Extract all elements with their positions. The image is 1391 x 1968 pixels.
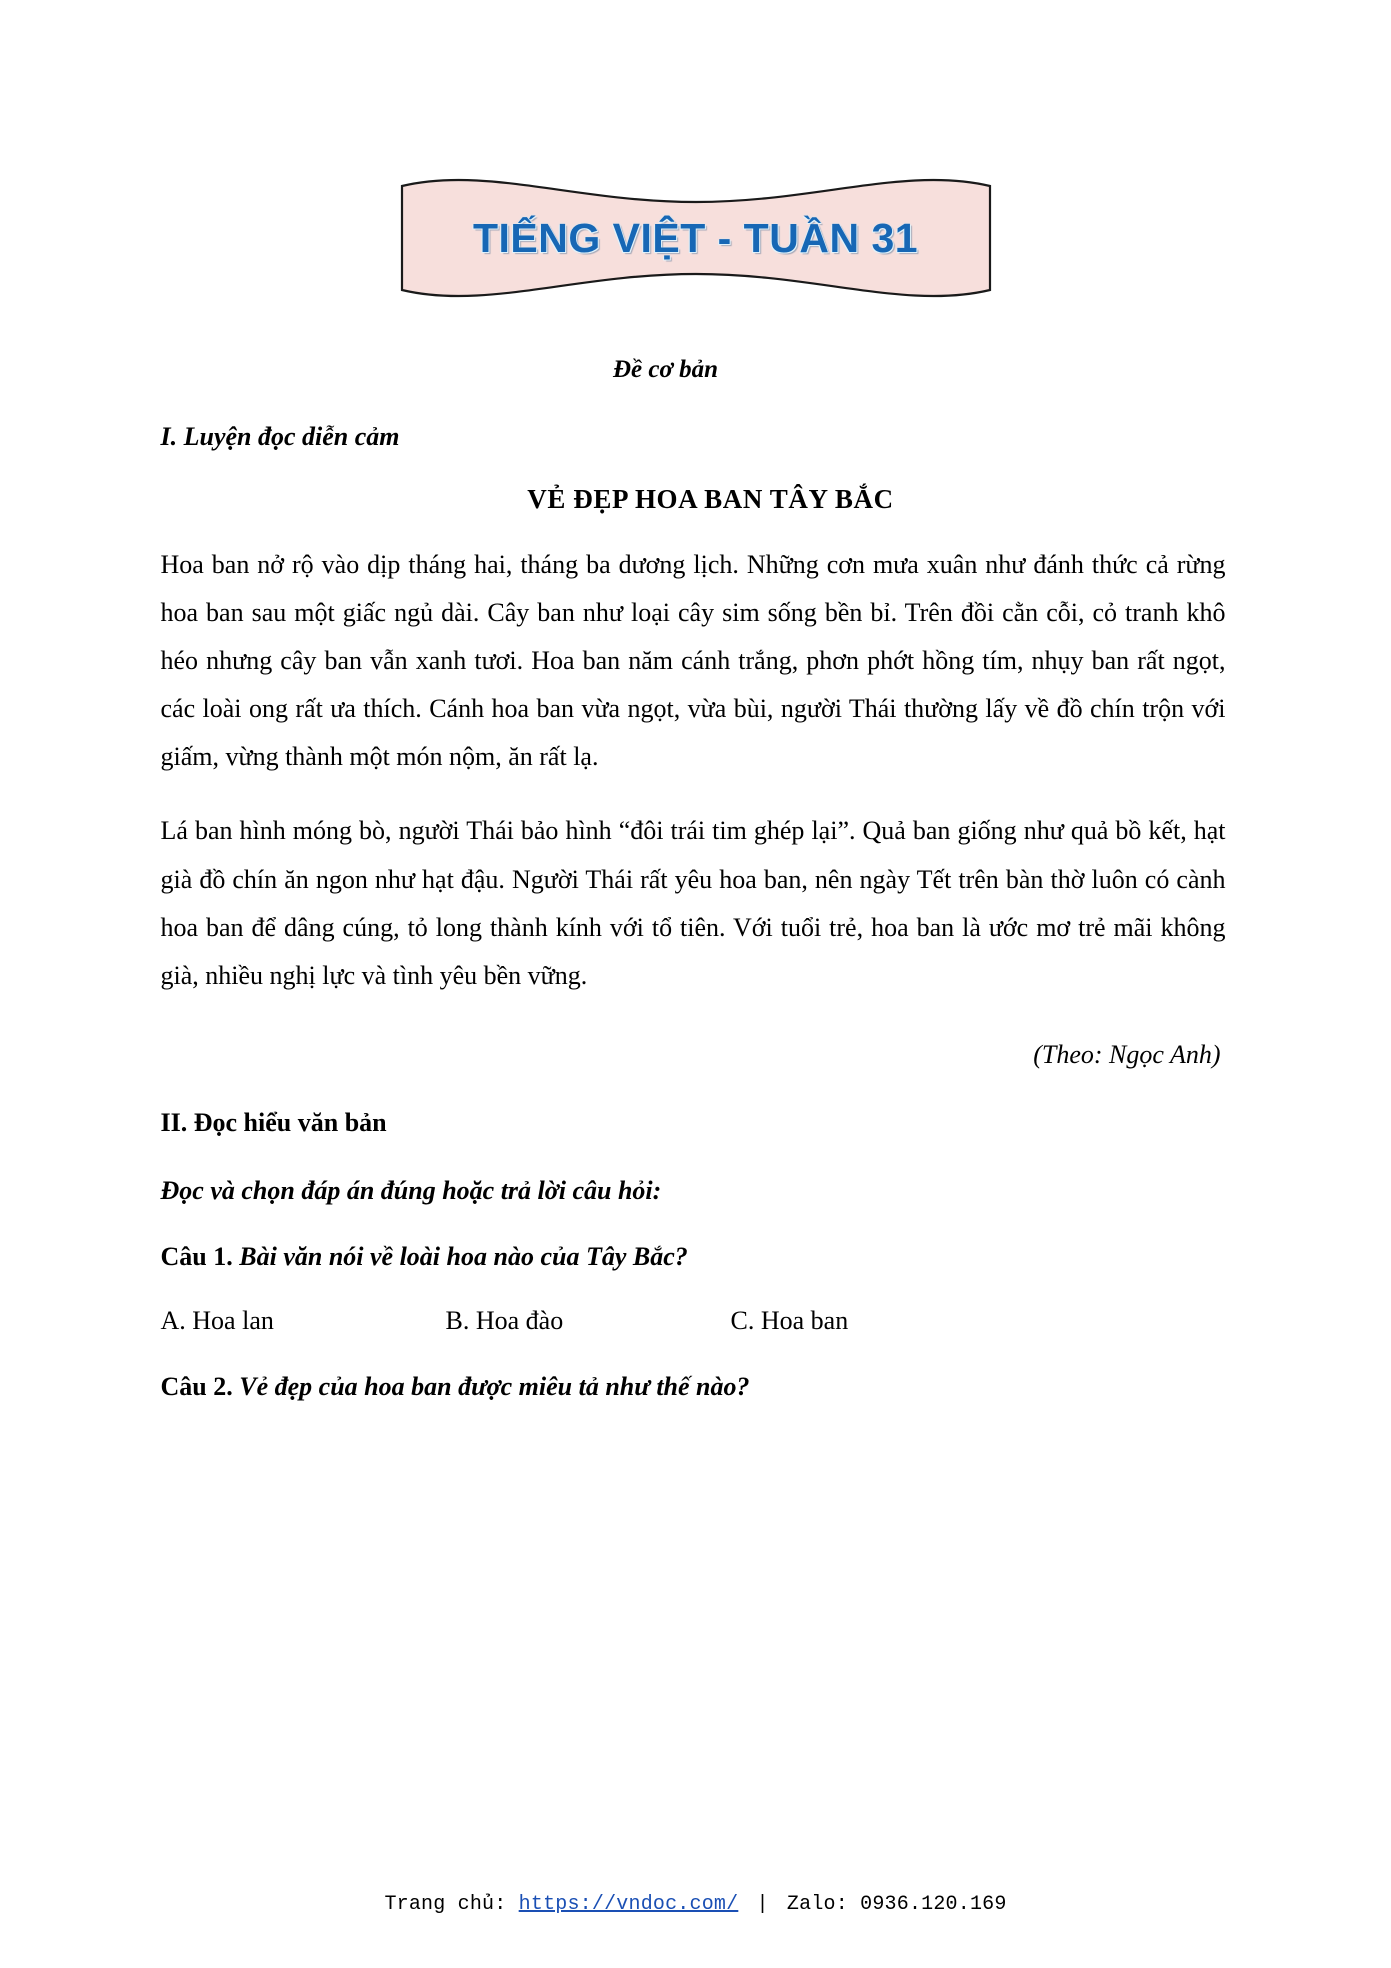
worksheet-page [0, 168, 1391, 1968]
question-2-label: Câu 2. [160, 1371, 233, 1401]
question-1-text: Bài văn nói về loài hoa nào của Tây Bắc? [239, 1241, 688, 1271]
passage-title: VẺ ĐẸP HOA BAN TÂY BẮC [527, 484, 894, 514]
footer-url-link[interactable]: https://vndoc.com/ [518, 1893, 739, 1916]
footer-home-label: Trang chủ: [384, 1893, 507, 1916]
banner [396, 168, 996, 308]
question-1-label: Câu 1. [160, 1241, 233, 1271]
footer-zalo: Zalo: 0936.120.169 [786, 1893, 1007, 1916]
footer-separator: | [756, 1893, 769, 1916]
section-two-instruction: Đọc và chọn đáp án đúng hoặc trả lời câu hỏi: [160, 1175, 662, 1205]
question-1-option-b[interactable]: B. Hoa đào [445, 1305, 564, 1335]
question-2-text: Vẻ đẹp của hoa ban được miêu tả như thế nào? [239, 1371, 750, 1401]
document-content [151, 308, 1241, 1402]
question-1-option-c[interactable]: C. Hoa ban [730, 1305, 849, 1335]
worksheet-subtitle: Đề cơ bản [612, 356, 719, 383]
section-one-heading: I. Luyện đọc diễn cảm [160, 422, 400, 451]
question-1-option-a[interactable]: A. Hoa lan [160, 1305, 274, 1335]
page-footer [0, 1893, 1391, 1916]
passage-paragraph-2: Lá ban hình móng bò, người Thái bảo hình “đôi trái tim ghép lại”. Quả ban giống như quả bồ kết, hạt già đồ chín ăn ngon như hạt đậu. Người Thái rất yêu hoa ban, nên ngày Tết trên bàn thờ luôn có cành hoa ban để dâng cúng, tỏ long thành kính với tổ tiên. Với tuổi trẻ, hoa ban là ước mơ trẻ mãi không già, nhiều nghị lực và tình yêu bền vững. [160, 816, 1226, 990]
question-2 [161, 1372, 1241, 1402]
banner-title: TIẾNG VIỆT - TUẦN 31 [472, 214, 919, 261]
passage-attribution: (Theo: Ngọc Anh) [1033, 1039, 1221, 1069]
passage-paragraph-1: Hoa ban nở rộ vào dịp tháng hai, tháng ba dương lịch. Những cơn mưa xuân như đánh thức cả rừng hoa ban sau một giấc ngủ dài. Cây ban như loại cây sim sống bền bỉ. Trên đồi cằn cỗi, cỏ tranh khô héo nhưng cây ban vẫn xanh tươi. Hoa ban năm cánh trắng, phơn phớt hồng tím, nhụy ban rất ngọt, các loài ong rất ưa thích. Cánh hoa ban vừa ngọt, vừa bùi, người Thái thường lấy về đồ chín trộn với giấm, vừng thành một món nộm, ăn rất lạ. [160, 550, 1226, 772]
question-1-options [161, 1306, 1241, 1336]
section-two-heading: II. Đọc hiểu văn bản [160, 1107, 387, 1137]
question-1 [161, 1242, 1241, 1272]
